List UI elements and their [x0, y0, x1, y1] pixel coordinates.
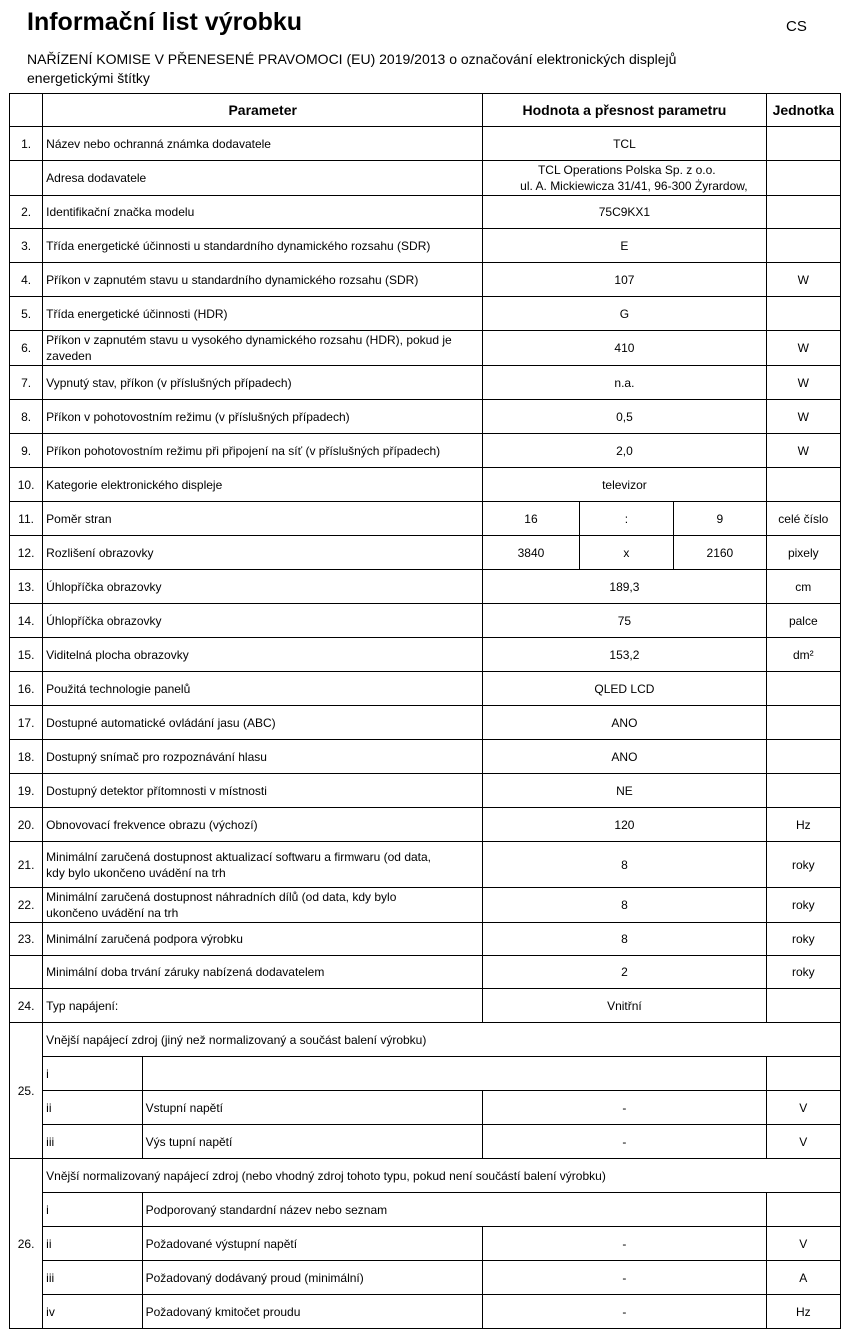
row-number: 4. [10, 263, 43, 297]
row-value: TCL [483, 127, 766, 161]
table-row [10, 536, 841, 570]
table-row [10, 956, 841, 989]
table-row [10, 400, 841, 434]
table-row [10, 161, 841, 196]
row-number: 25. [10, 1023, 43, 1159]
row-unit [766, 229, 840, 263]
row-unit: W [766, 400, 840, 434]
row-unit [766, 989, 840, 1023]
table-row [10, 297, 841, 331]
sub-label: Výs tupní napětí [142, 1125, 483, 1159]
sub-row [10, 1295, 841, 1329]
row-parameter: Třída energetické účinnosti (HDR) [43, 297, 483, 331]
row-number: 23. [10, 923, 43, 956]
row-parameter: Třída energetické účinnosti u standardního dynamického rozsahu (SDR) [43, 229, 483, 263]
table-row [10, 229, 841, 263]
sub-label: Vstupní napětí [142, 1091, 483, 1125]
row-unit: W [766, 366, 840, 400]
row-value: E [483, 229, 766, 263]
sub-value: - [483, 1125, 766, 1159]
row-parameter: Poměr stran [43, 502, 483, 536]
row-parameter: Obnovovací frekvence obrazu (výchozí) [43, 808, 483, 842]
section-row [10, 1023, 841, 1057]
table-header-row [10, 94, 841, 127]
row-value: 75 [483, 604, 766, 638]
sub-label: Požadované výstupní napětí [142, 1227, 483, 1261]
table-row [10, 923, 841, 956]
row-unit [766, 706, 840, 740]
row-number: 13. [10, 570, 43, 604]
row-number: 1. [10, 127, 43, 161]
sub-roman: ii [43, 1091, 142, 1125]
row-parameter: Použitá technologie panelů [43, 672, 483, 706]
sub-label: Požadovaný dodávaný proud (minimální) [142, 1261, 483, 1295]
table-row [10, 366, 841, 400]
row-unit: W [766, 331, 840, 366]
row-unit [766, 774, 840, 808]
row-unit [766, 127, 840, 161]
row-value: 8 [483, 842, 766, 888]
row-number: 15. [10, 638, 43, 672]
row-number: 22. [10, 888, 43, 923]
resolution-height: 2160 [674, 536, 766, 570]
header-num-cell [10, 94, 43, 127]
row-value: 8 [483, 923, 766, 956]
section-title: Vnější normalizovaný napájecí zdroj (nebo vhodný zdroj tohoto typu, pokud není součástí balení výrobku) [43, 1159, 841, 1193]
row-parameter: Příkon v zapnutém stavu u standardního dynamického rozsahu (SDR) [43, 263, 483, 297]
row-value: 120 [483, 808, 766, 842]
table-row [10, 638, 841, 672]
row-value: 2 [483, 956, 766, 989]
row-unit [766, 740, 840, 774]
row-parameter: Příkon pohotovostním režimu při připojení na síť (v příslušných případech) [43, 434, 483, 468]
sub-row [10, 1261, 841, 1295]
row-parameter: Dostupný snímač pro rozpoznávání hlasu [43, 740, 483, 774]
row-parameter: Úhlopříčka obrazovky [43, 604, 483, 638]
row-unit [766, 297, 840, 331]
row-unit: W [766, 263, 840, 297]
table-row [10, 263, 841, 297]
language-code: CS [786, 18, 807, 35]
table-row [10, 842, 841, 888]
row-value: 75C9KX1 [483, 196, 766, 229]
row-parameter: Příkon v zapnutém stavu u vysokého dynamického rozsahu (HDR), pokud je zaveden [43, 331, 483, 366]
resolution-separator: x [579, 536, 673, 570]
row-number: 14. [10, 604, 43, 638]
sub-unit: V [766, 1227, 840, 1261]
row-number: 2. [10, 196, 43, 229]
row-number: 12. [10, 536, 43, 570]
row-number: 11. [10, 502, 43, 536]
row-number: 8. [10, 400, 43, 434]
table-row [10, 740, 841, 774]
table-row [10, 888, 841, 923]
sub-unit: V [766, 1125, 840, 1159]
sub-roman: i [43, 1193, 142, 1227]
row-parameter: Identifikační značka modelu [43, 196, 483, 229]
row-value: NE [483, 774, 766, 808]
header-parameter: Parameter [43, 94, 483, 127]
sub-value: - [483, 1295, 766, 1329]
resolution-width: 3840 [483, 536, 579, 570]
row-parameter: Minimální zaručená dostupnost náhradních dílů (od data, kdy bylo ukončeno uvádění na trh [43, 888, 483, 923]
row-number: 17. [10, 706, 43, 740]
row-number: 7. [10, 366, 43, 400]
row-parameter: Název nebo ochranná známka dodavatele [43, 127, 483, 161]
row-parameter: Viditelná plocha obrazovky [43, 638, 483, 672]
row-parameter: Dostupné automatické ovládání jasu (ABC) [43, 706, 483, 740]
sub-row [10, 1057, 841, 1091]
sub-roman: iv [43, 1295, 142, 1329]
row-unit: cm [766, 570, 840, 604]
sub-value: - [483, 1227, 766, 1261]
sub-row [10, 1193, 841, 1227]
row-value: 0,5 [483, 400, 766, 434]
sub-unit: Hz [766, 1295, 840, 1329]
row-value: G [483, 297, 766, 331]
row-unit [766, 468, 840, 502]
row-number: 16. [10, 672, 43, 706]
regulation-text: NAŘÍZENÍ KOMISE V PŘENESENÉ PRAVOMOCI (EU) 2019/2013 o označování elektronických displejů energetickými štítky [27, 51, 677, 86]
row-value: 153,2 [483, 638, 766, 672]
row-value: 189,3 [483, 570, 766, 604]
table-row [10, 127, 841, 161]
sub-label: Podporovaný standardní název nebo seznam [142, 1193, 766, 1227]
sub-unit [766, 1057, 840, 1091]
row-unit: palce [766, 604, 840, 638]
sub-value: - [483, 1261, 766, 1295]
row-number: 21. [10, 842, 43, 888]
document-title: Informační list výrobku [27, 8, 303, 36]
row-value: ANO [483, 706, 766, 740]
sub-roman: i [43, 1057, 142, 1091]
header-unit: Jednotka [766, 94, 840, 127]
row-value: 107 [483, 263, 766, 297]
row-number: 3. [10, 229, 43, 263]
row-unit: roky [766, 888, 840, 923]
row-unit: roky [766, 956, 840, 989]
row-parameter: Úhlopříčka obrazovky [43, 570, 483, 604]
sub-row [10, 1125, 841, 1159]
row-value: 8 [483, 888, 766, 923]
sub-unit: V [766, 1091, 840, 1125]
row-unit: W [766, 434, 840, 468]
table-row [10, 706, 841, 740]
row-number [10, 956, 43, 989]
row-value: 410 [483, 331, 766, 366]
table-row [10, 468, 841, 502]
row-value: televizor [483, 468, 766, 502]
row-parameter: Dostupný detektor přítomnosti v místnosti [43, 774, 483, 808]
table-row [10, 570, 841, 604]
row-value: 2,0 [483, 434, 766, 468]
sub-roman: iii [43, 1261, 142, 1295]
table-row [10, 989, 841, 1023]
row-unit: Hz [766, 808, 840, 842]
row-value: Vnitřní [483, 989, 766, 1023]
row-number: 26. [10, 1159, 43, 1329]
row-parameter: Minimální doba trvání záruky nabízená dodavatelem [43, 956, 483, 989]
address-line-1: TCL Operations Polska Sp. z o.o. [537, 163, 716, 177]
section-title: Vnější napájecí zdroj (jiný než normalizovaný a součást balení výrobku) [43, 1023, 841, 1057]
row-value [483, 161, 766, 196]
row-parameter: Vypnutý stav, příkon (v příslušných případech) [43, 366, 483, 400]
row-value: n.a. [483, 366, 766, 400]
row-unit: celé číslo [766, 502, 840, 536]
row-number: 19. [10, 774, 43, 808]
product-info-table [9, 93, 841, 1329]
row-value: QLED LCD [483, 672, 766, 706]
row-number: 9. [10, 434, 43, 468]
sub-label [142, 1057, 766, 1091]
row-number: 24. [10, 989, 43, 1023]
header-value: Hodnota a přesnost parametru [483, 94, 766, 127]
table-row [10, 331, 841, 366]
row-unit [766, 672, 840, 706]
row-unit [766, 196, 840, 229]
row-parameter: Rozlišení obrazovky [43, 536, 483, 570]
aspect-separator: : [579, 502, 673, 536]
table-row [10, 604, 841, 638]
row-unit: pixely [766, 536, 840, 570]
section-row [10, 1159, 841, 1193]
sub-unit [766, 1193, 840, 1227]
row-parameter: Příkon v pohotovostním režimu (v příslušných případech) [43, 400, 483, 434]
row-parameter: Typ napájení: [43, 989, 483, 1023]
table-row [10, 774, 841, 808]
table-row [10, 434, 841, 468]
row-value: ANO [483, 740, 766, 774]
row-unit [766, 161, 840, 196]
table-row [10, 672, 841, 706]
address-line-2: ul. A. Mickiewicza 31/41, 96-300 Żyrardow, [520, 179, 748, 193]
sub-label: Požadovaný kmitočet proudu [142, 1295, 483, 1329]
row-number: 10. [10, 468, 43, 502]
sub-roman: ii [43, 1227, 142, 1261]
aspect-width: 16 [483, 502, 579, 536]
row-parameter: Adresa dodavatele [43, 161, 483, 196]
row-parameter: Minimální zaručená podpora výrobku [43, 923, 483, 956]
sub-value: - [483, 1091, 766, 1125]
row-number: 5. [10, 297, 43, 331]
table-row [10, 808, 841, 842]
row-number [10, 161, 43, 196]
row-unit: roky [766, 842, 840, 888]
row-number: 20. [10, 808, 43, 842]
sub-row [10, 1091, 841, 1125]
row-unit: dm² [766, 638, 840, 672]
sub-unit: A [766, 1261, 840, 1295]
row-parameter: Kategorie elektronického displeje [43, 468, 483, 502]
row-number: 18. [10, 740, 43, 774]
aspect-height: 9 [674, 502, 766, 536]
row-parameter: Minimální zaručená dostupnost aktualizací softwaru a firmwaru (od data, kdy bylo ukončeno uvádění na trh [43, 842, 483, 888]
table-row [10, 196, 841, 229]
row-number: 6. [10, 331, 43, 366]
sub-roman: iii [43, 1125, 142, 1159]
table-row [10, 502, 841, 536]
row-unit: roky [766, 923, 840, 956]
sub-row [10, 1227, 841, 1261]
